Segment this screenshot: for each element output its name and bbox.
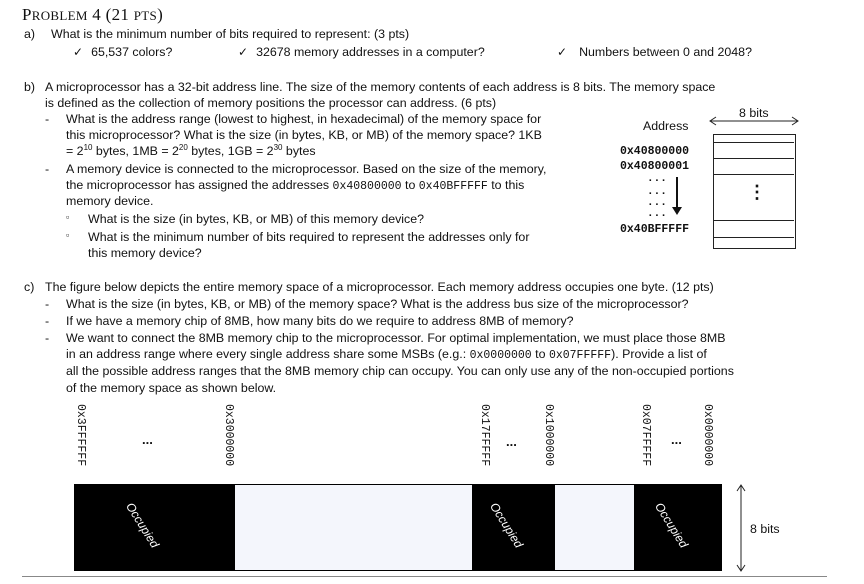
ellipsis: ... bbox=[671, 432, 682, 447]
occupied-label: Occupied bbox=[487, 500, 526, 551]
part-a-question: What is the minimum number of bits required to represent: (3 pts) bbox=[51, 27, 410, 41]
address-1: 0x40800000 bbox=[620, 145, 690, 158]
bullet: ▫ bbox=[66, 212, 70, 222]
address-dots: ... bbox=[647, 186, 667, 198]
width-label: 8 bits bbox=[739, 106, 769, 120]
memory-row-divider bbox=[714, 220, 794, 221]
memory-row-divider bbox=[714, 142, 794, 143]
width-arrow bbox=[708, 116, 800, 126]
address-label: 0x07FFFFF bbox=[639, 404, 652, 467]
memory-row-divider bbox=[714, 174, 794, 175]
address-label: 0x3000000 bbox=[222, 404, 235, 467]
down-arrow-icon bbox=[670, 176, 684, 216]
address-label: 0x17FFFFF bbox=[478, 404, 491, 467]
memory-row-divider bbox=[714, 237, 794, 238]
part-b-q1-line2: this microprocessor? What is the size (in bytes, KB, or MB) of the memory space? 1KB bbox=[66, 128, 542, 142]
address-dots: ... bbox=[647, 197, 667, 209]
part-b-q2-line1: A memory device is connected to the microprocessor. Based on the size of the memory, bbox=[66, 162, 547, 176]
address-label: 0x1000000 bbox=[542, 404, 555, 467]
dash: - bbox=[45, 314, 50, 328]
address-last: 0x40BFFFFF bbox=[620, 223, 690, 236]
part-a-item-3: ✓ Numbers between 0 and 2048? bbox=[557, 45, 752, 59]
part-a-label: a) bbox=[24, 27, 36, 41]
problem-title: PROBLEM 4 (21 PTS) bbox=[22, 5, 164, 24]
part-b-intro-line2: is defined as the collection of memory positions the processor can address. (6 pts) bbox=[45, 96, 497, 110]
bottom-rule bbox=[22, 576, 827, 577]
occupied-region bbox=[74, 484, 234, 571]
dash: - bbox=[45, 331, 50, 345]
address-dots: ... bbox=[647, 208, 667, 220]
part-b-sub1: What is the size (in bytes, KB, or MB) of this memory device? bbox=[88, 212, 425, 226]
ellipsis: ... bbox=[142, 432, 153, 447]
part-c-q2: If we have a memory chip of 8MB, how many bits do we require to address 8MB of memory? bbox=[66, 314, 574, 328]
dash: - bbox=[45, 297, 50, 311]
address-label: 0x0000000 bbox=[701, 404, 714, 467]
part-c-q3-line2: in an address range where every single address share some MSBs (e.g.: 0x0000000 to 0x07FFFFF). Provide a list of bbox=[66, 347, 707, 362]
address-2: 0x40800001 bbox=[620, 160, 690, 173]
part-c-label: c) bbox=[24, 280, 35, 294]
part-b-q2-line2: the microprocessor has assigned the addresses 0x40800000 to 0x40BFFFFF to this bbox=[66, 178, 525, 193]
bullet: ▫ bbox=[66, 230, 70, 240]
part-a-item-1: ✓ 65,537 colors? bbox=[73, 45, 173, 59]
part-c-q3-line3: all the possible address ranges that the 8MB memory chip can occupy. You can only use any of the non-occupied portions bbox=[66, 364, 734, 378]
ellipsis: ... bbox=[506, 434, 517, 449]
part-c-q3-line4: of the memory space as shown below. bbox=[66, 381, 277, 395]
part-c-q3-line1: We want to connect the 8MB memory chip to the microprocessor. For optimal implementation, we must place those 8MB bbox=[66, 331, 726, 345]
part-b-sub2-line1: What is the minimum number of bits required to represent the addresses only for bbox=[88, 230, 530, 244]
dash: - bbox=[45, 162, 50, 176]
free-region bbox=[234, 484, 474, 571]
dash: - bbox=[45, 112, 50, 126]
address-dots: ... bbox=[647, 173, 667, 185]
part-b-label: b) bbox=[24, 80, 36, 94]
part-a-item-2: ✓ 32678 memory addresses in a computer? bbox=[238, 45, 485, 59]
part-b-q1-line3: = $2^{10}$ bytes, $1MB = 2^{20}$ bytes, $1GB = 2^{30}$ bytes bbox=[66, 143, 316, 158]
part-b-intro-line1: A microprocessor has a 32-bit address line. The size of the memory contents of each address is 8 bits. The memory space bbox=[45, 80, 716, 94]
height-label: 8 bits bbox=[750, 522, 780, 536]
height-arrow bbox=[735, 483, 747, 575]
part-b-sub2-line2: this memory device? bbox=[88, 246, 202, 260]
part-c-q1: What is the size (in bytes, KB, or MB) of the memory space? What is the address bus size of the microprocessor? bbox=[66, 297, 689, 311]
address-label: 0x3FFFFFF bbox=[74, 404, 87, 467]
address-header: Address bbox=[643, 119, 689, 133]
part-c-intro: The figure below depicts the entire memory space of a microprocessor. Each memory address occupies one byte. (12 pts) bbox=[45, 280, 714, 294]
memory-row-divider bbox=[714, 158, 794, 159]
occupied-label: Occupied bbox=[652, 500, 691, 551]
part-b-q2-line3: memory device. bbox=[66, 194, 154, 208]
occupied-label: Occupied bbox=[123, 500, 162, 551]
memory-dots: ⋮ bbox=[748, 182, 766, 202]
free-region bbox=[554, 484, 636, 571]
part-b-q1-line1: What is the address range (lowest to highest, in hexadecimal) of the memory space for bbox=[66, 112, 542, 126]
